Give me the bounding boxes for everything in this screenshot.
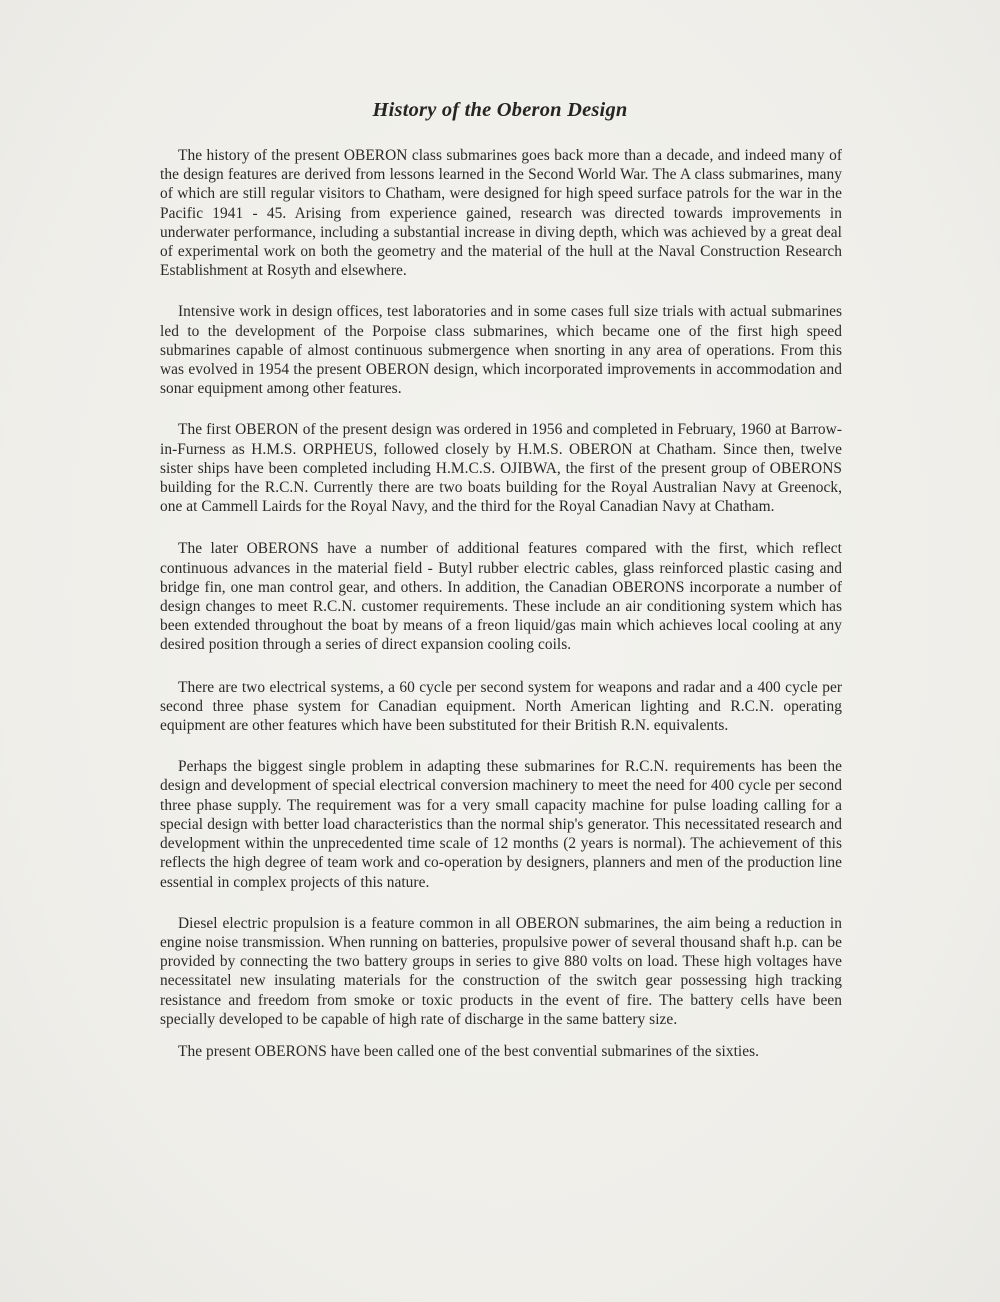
- paragraph-7: Diesel electric propulsion is a feature common in all OBERON submarines, the aim being a reduction in engine noise transmission. When running on batteries, propulsive power of several thousand shaft h.p. can be provided by connecting the two battery groups in series to give 880 volts on load. These high voltages have necessitatel new insulating materials for the construction of the switch gear possessing high tracking resistance and freedom from smoke or toxic products in the event of fire. The battery cells have been specially developed to be capable of high rate of discharge in the same battery size.: [160, 914, 842, 1028]
- paragraph-8: The present OBERONS have been called one of the best convential submarines of the sixties.: [178, 1042, 760, 1060]
- document-body: [160, 146, 842, 1061]
- page-title: History of the Oberon Design: [372, 99, 628, 121]
- paragraph-4: The later OBERONS have a number of additional features compared with the first, which reflect continuous advances in the material field - Butyl rubber electric cables, glass reinforced plastic casing and bridge fin, one man control gear, and others. In addition, the Canadian OBERONS incorporate a number of design changes to meet R.C.N. customer requirements. These include an air conditioning system which has been extended throughout the boat by means of a freon liquid/gas main which achieves local cooling at any desired position through a series of direct expansion cooling coils.: [160, 540, 842, 654]
- paragraph-1: The history of the present OBERON class submarines goes back more than a decade, and indeed many of the design features are derived from lessons learned in the Second World War. The A class submarines, many of which are still regular visitors to Chatham, were designed for high speed surface patrols for the war in the Pacific 1941 - 45. Arising from experience gained, research was directed towards improvements in underwater performance, including a substantial increase in diving depth, which was achieved by a great deal of experimental work on both the geometry and the material of the hull at the Naval Construction Research Establishment at Rosyth and elsewhere.: [160, 147, 842, 280]
- paragraph-2: Intensive work in design offices, test laboratories and in some cases full size trials with actual submarines led to the development of the Porpoise class submarines, which became one of the first high speed submarines capable of almost continuous submergence when snorting in any area of operations. From this was evolved in 1954 the present OBERON design, which incorporated improvements in accommodation and sonar equipment among other features.: [160, 303, 842, 398]
- paragraph-6: Perhaps the biggest single problem in adapting these submarines for R.C.N. requirements has been the design and development of special electrical conversion machinery to meet the need for 400 cycle per second three phase supply. The requirement was for a very small capacity machine for pulse loading calling for a special design with better load characteristics than the normal ship's generator. This necessitated research and development within the unprecedented time scale of 12 months (2 years is normal). The achievement of this reflects the high degree of team work and co-operation by designers, planners and men of the production line essential in complex projects of this nature.: [160, 758, 842, 891]
- paragraph-5: There are two electrical systems, a 60 cycle per second system for weapons and radar and a 400 cycle per second three phase system for Canadian equipment. North American lighting and R.C.N. operating equipment are other features which have been substituted for their British R.N. equivalents.: [160, 678, 842, 735]
- paragraph-3: The first OBERON of the present design was ordered in 1956 and completed in February, 1960 at Barrow-in-Furness as H.M.S. ORPHEUS, followed closely by H.M.S. OBERON at Chatham. Since then, twelve sister ships have been completed including H.M.C.S. OJIBWA, the first of the present group of OBERONS building for the R.C.N. Currently there are two boats building for the Royal Australian Navy at Greenock, one at Cammell Lairds for the Royal Navy, and the third for the Royal Canadian Navy at Chatham.: [160, 421, 842, 516]
